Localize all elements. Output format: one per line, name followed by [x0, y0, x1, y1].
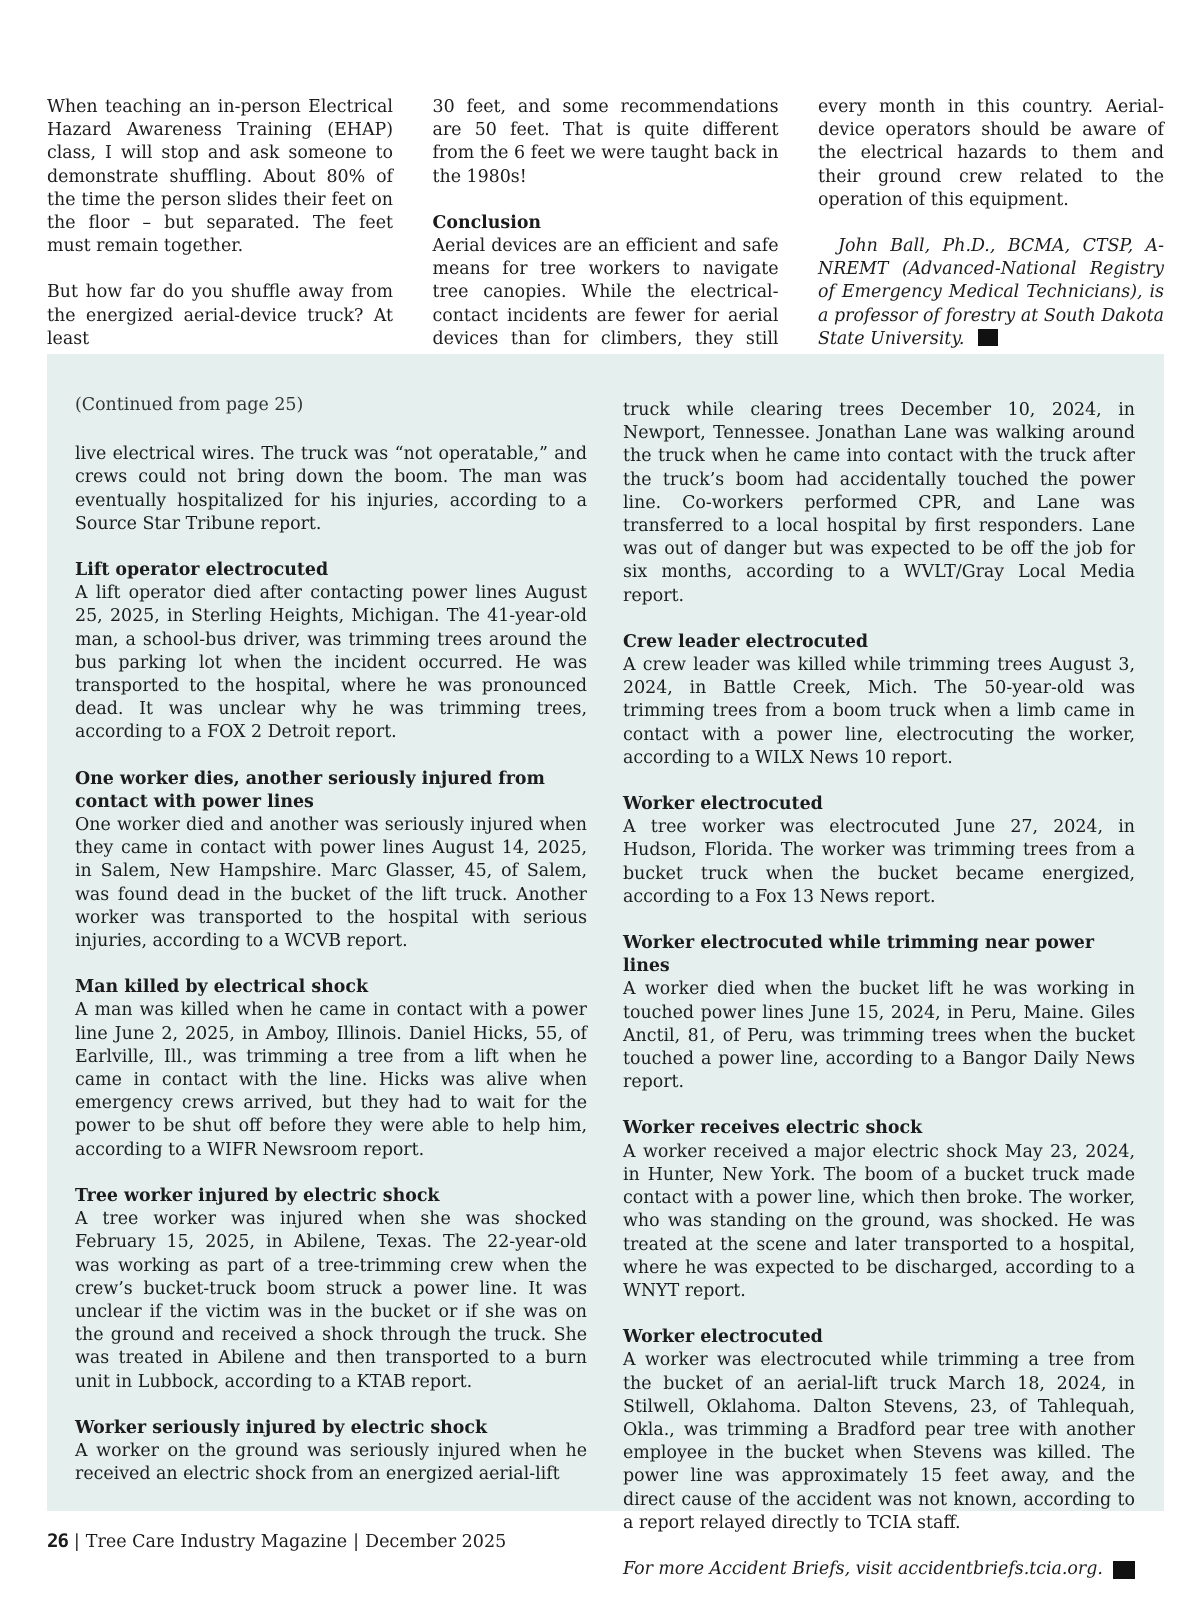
body-paragraph: When teaching an in-person Electrical Hazard Awareness Training (EHAP) class, I will stop and ask someone to demonstrate shuffling. About 80% of the time the person slides their feet on the floor – but separated. The feet must remain together.	[47, 97, 393, 257]
footer-separator: |	[353, 1532, 360, 1552]
publication-name: Tree Care Industry Magazine	[85, 1532, 348, 1552]
body-paragraph: A crew leader was killed while trimming trees August 3, 2024, in Battle Creek, Mich. The 50-year-old was trimming trees from a boom truck when a limb came in contact with a power line, electrocuting the worker, according to a WILX News 10 report.	[623, 655, 1135, 768]
end-mark-icon	[978, 329, 998, 346]
brief-headline: Tree worker injured by electric shock	[75, 1185, 440, 1206]
page-footer	[47, 1530, 506, 1552]
brief-headline: Worker seriously injured by electric shock	[75, 1417, 488, 1438]
brief-headline: Worker electrocuted while trimming near power lines	[623, 933, 1095, 977]
body-paragraph: A tree worker was electrocuted June 27, 2024, in Hudson, Florida. The worker was trimming trees from a bucket truck when the bucket became energized, according to a Fox 13 News report.	[623, 817, 1135, 907]
body-paragraph: A lift operator died after contacting power lines August 25, 2025, in Sterling Heights, Michigan. The 41-year-old man, a school-bus driver, was trimming trees around the bus parking lot when the incident occurred. He was transported to the hospital, where he was pronounced dead. It was unclear why he was trimming trees, according to a FOX 2 Detroit report.	[75, 583, 587, 743]
body-paragraph: But how far do you shuffle away from the energized aerial-device truck? At least	[47, 282, 393, 349]
body-paragraph: 30 feet, and some recommendations are 50 feet. That is quite different from the 6 feet we were taught back in the 1980s!	[432, 97, 779, 187]
body-paragraph: A worker was electrocuted while trimming a tree from the bucket of an aerial-lift truck March 18, 2024, in Stilwell, Oklahoma. Dalton Stevens, 23, of Tahlequah, Okla., was trimming a Bradford pear tree with another employee in the bucket when Stevens was killed. The power line was approximately 15 feet away, and the direct cause of the accident was not known, according to a report relayed directly to TCIA staff.	[623, 1350, 1135, 1533]
body-paragraph: One worker died and another was seriously injured when they came in contact with power lines August 14, 2025, in Salem, New Hampshire. Marc Glasser, 45, of Salem, was found dead in the bucket of the lift truck. Another worker was transported to the hospital with serious injuries, according to a WCVB report.	[75, 815, 587, 952]
issue-date: December 2025	[365, 1532, 507, 1552]
page-number: 26	[47, 1530, 68, 1552]
more-briefs-note	[623, 1558, 1135, 1581]
brief-headline: Man killed by electrical shock	[75, 977, 368, 998]
footer-separator: |	[73, 1532, 80, 1552]
brief-headline: One worker dies, another seriously injured from contact with power lines	[75, 768, 545, 812]
briefs-column-right	[623, 399, 1135, 1581]
more-briefs-text: For more Accident Briefs, visit accidentbriefs.tcia.org.	[623, 1558, 1103, 1579]
brief-headline: Worker electrocuted	[623, 794, 823, 815]
body-paragraph: A tree worker was injured when she was shocked February 15, 2025, in Abilene, Texas. The 22-year-old was working as part of a tree-trimming crew when the crew’s bucket-truck boom struck a power line. It was unclear if the victim was in the bucket or if she was on the ground and received a shock through the truck. She was treated in Abilene and then transported to a burn unit in Lubbock, according to a KTAB report.	[75, 1209, 587, 1392]
brief-headline: Lift operator electrocuted	[75, 560, 329, 581]
body-paragraph: every month in this country. Aerial-device operators should be aware of the electrical hazards to them and their ground crew related to the operation of this equipment.	[818, 97, 1164, 210]
brief-headline: Worker receives electric shock	[623, 1118, 923, 1139]
body-paragraph: live electrical wires. The truck was “not operatable,” and crews could not bring down the boom. The man was eventually hospitalized for his injuries, according to a Source Star Tribune report.	[75, 444, 587, 534]
body-paragraph: truck while clearing trees December 10, 2024, in Newport, Tennessee. Jonathan Lane was walking around the truck when he came into contact with the truck after the truck’s boom had accidentally touched the power line. Co-workers performed CPR, and Lane was transferred to a local hospital by first responders. Lane was out of danger but was expected to be off the job for six months, according to a WVLT/Gray Local Media report.	[623, 400, 1135, 606]
brief-headline: Crew leader electrocuted	[623, 631, 869, 652]
body-paragraph: Aerial devices are an efficient and safe means for tree workers to navigate tree canopies. While the electrical-contact incidents are fewer for aerial devices than for climbers, they still	[432, 236, 779, 349]
briefs-column-left	[75, 394, 587, 1486]
brief-headline: Conclusion	[432, 212, 542, 233]
brief-headline: Worker electrocuted	[623, 1327, 823, 1348]
briefs-left-content	[75, 443, 587, 1486]
top-article-end	[47, 96, 1164, 374]
end-mark-icon	[1113, 1561, 1135, 1579]
top-column-1	[47, 96, 393, 374]
continued-note: (Continued from page 25)	[75, 395, 304, 415]
author-byline: John Ball, Ph.D., BCMA, CTSP, A-NREMT (Advanced-National Registry of Emergency Medical Technicians), is a professor of forestry at South Dakota State University.	[818, 236, 1164, 349]
body-paragraph: A worker received a major electric shock May 23, 2024, in Hunter, New York. The boom of a bucket truck made contact with a power line, which then broke. The worker, who was standing on the ground, was shocked. He was treated at the scene and later transported to a hospital, where he was expected to be discharged, according to a WNYT report.	[623, 1141, 1135, 1301]
briefs-right-content	[623, 399, 1135, 1535]
body-paragraph: A worker on the ground was seriously injured when he received an electric shock from an energized aerial-lift	[75, 1440, 587, 1485]
top-column-3	[818, 96, 1164, 374]
body-paragraph: A worker died when the bucket lift he was working in touched power lines June 15, 2024, in Peru, Maine. Giles Anctil, 81, of Peru, was trimming trees when the bucket touched a power line, according to a Bangor Daily News report.	[623, 979, 1135, 1093]
top-column-2	[433, 96, 779, 374]
body-paragraph: A man was killed when he came in contact with a power line June 2, 2025, in Amboy, Illinois. Daniel Hicks, 55, of Earlville, Ill., was trimming a tree from a lift when he came in contact with the line. Hicks was alive when emergency crews arrived, but they had to wait for the power to be shut off before they were able to help him, according to a WIFR Newsroom report.	[75, 1000, 587, 1160]
